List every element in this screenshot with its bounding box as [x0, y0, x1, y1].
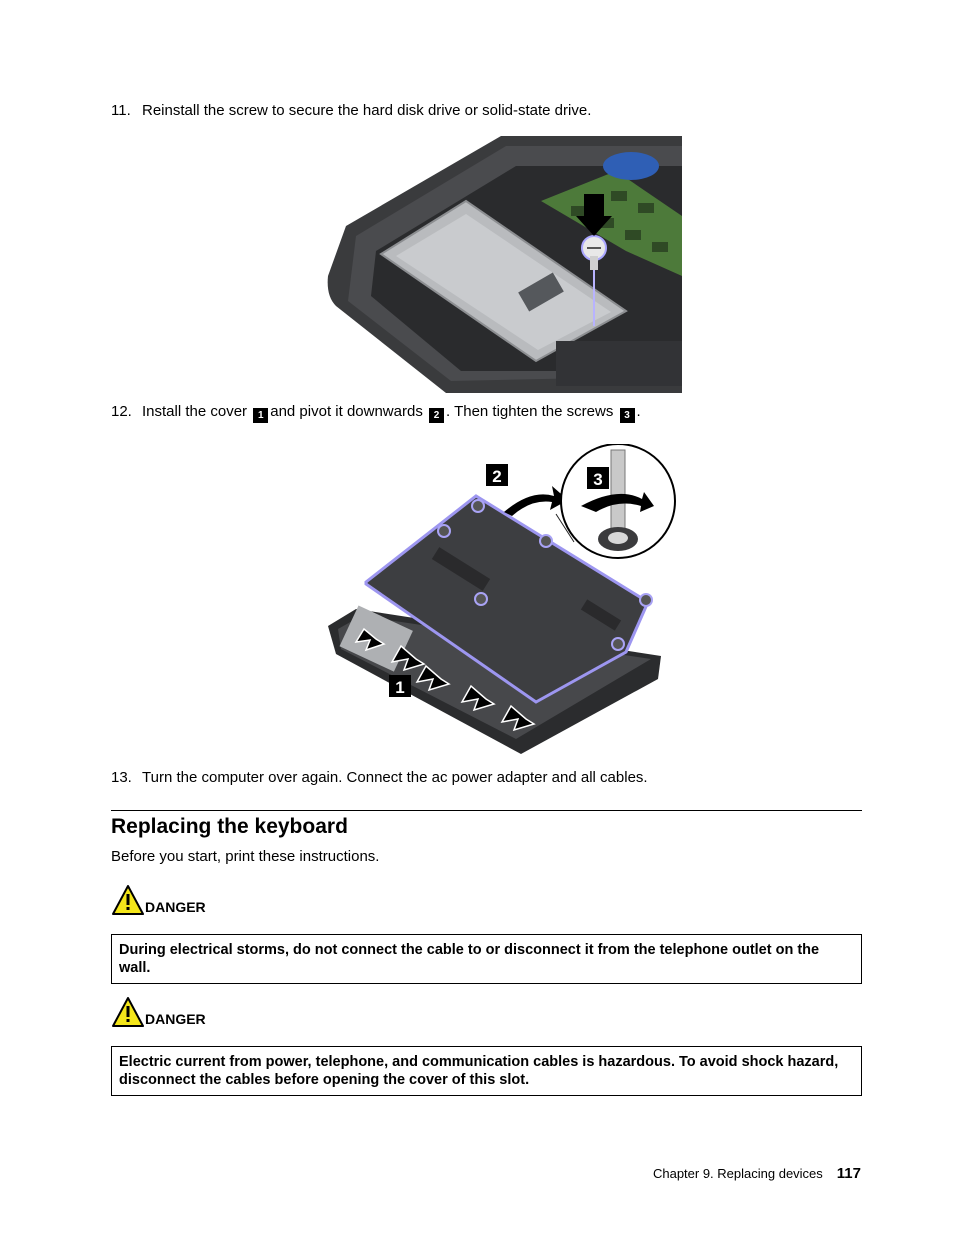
- step-text: Reinstall the screw to secure the hard disk drive or solid-state drive.: [142, 102, 592, 119]
- warning-icon: [111, 996, 145, 1028]
- section-divider: [111, 810, 862, 811]
- figure-hdd-screw: [326, 136, 682, 393]
- warning-icon: [111, 884, 145, 916]
- figure-install-cover: [326, 444, 680, 756]
- callout-3: 3: [620, 408, 635, 423]
- figure-callout-1: 1: [395, 678, 405, 697]
- page-number: 117: [836, 1165, 861, 1182]
- step-text-4: .: [636, 403, 641, 420]
- danger-text-label: DANGER: [145, 1011, 206, 1027]
- step-number: 11.: [111, 102, 131, 119]
- step-13: [111, 769, 648, 787]
- section-intro: Before you start, print these instructions.: [111, 848, 380, 865]
- danger-label-2: [111, 996, 206, 1028]
- step-text-2: and pivot it downwards: [270, 403, 423, 420]
- danger-text-label: DANGER: [145, 899, 206, 915]
- figure-callout-3: 3: [593, 470, 603, 489]
- section-heading: Replacing the keyboard: [111, 815, 348, 838]
- footer-chapter: Chapter 9. Replacing devices: [652, 1166, 823, 1181]
- danger-box-1: During electrical storms, do not connect the cable to or disconnect it from the telephone outlet on the wall.: [111, 934, 862, 984]
- step-text-1: Install the cover: [142, 403, 248, 420]
- step-11: [111, 102, 591, 120]
- danger-box-2: Electric current from power, telephone, and communication cables is hazardous. To avoid shock hazard, disconnect the cables before opening the cover of this slot.: [111, 1046, 862, 1096]
- step-text: Turn the computer over again. Connect the ac power adapter and all cables.: [142, 769, 648, 786]
- step-number: 12.: [111, 403, 132, 420]
- danger-label-1: [111, 884, 206, 916]
- step-number: 13.: [111, 769, 132, 786]
- figure-callout-2: 2: [492, 467, 502, 486]
- page-footer: [653, 1165, 861, 1182]
- callout-1: 1: [253, 408, 268, 423]
- step-text-3: . Then tighten the screws: [446, 403, 614, 420]
- step-12: [111, 403, 641, 423]
- callout-2: 2: [429, 408, 444, 423]
